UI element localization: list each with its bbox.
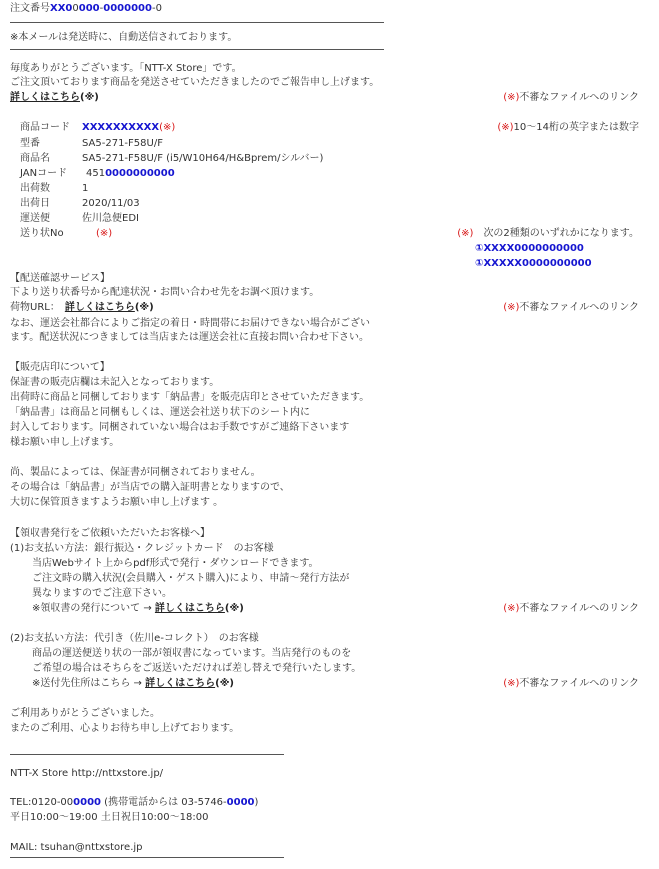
jan-value: 4510000000000 <box>86 168 175 179</box>
footer-store: NTT-X Store http://nttxstore.jp/ <box>10 768 164 779</box>
divider <box>10 49 384 50</box>
suspicious-link-note: (※)不審なファイルへのリンク <box>503 92 639 103</box>
suspicious-link-note: (※)不審なファイルへのリンク <box>503 678 639 689</box>
model-label: 型番 <box>20 138 40 149</box>
detail-link-row <box>10 91 99 104</box>
footer-hours: 平日10:00～19:00 土日祝日10:00～18:00 <box>10 812 209 823</box>
warning-mark: (※) <box>80 92 99 103</box>
receipt-p2-title: (2)お支払い方法：代引き（佐川e-コレクト） のお客様 <box>10 633 259 644</box>
seal-line: 尚、製品によっては、保証書が同梱されておりません。 <box>10 467 261 478</box>
seal-line: 保証書の販売店欄は未記入となっております。 <box>10 377 220 388</box>
greeting-line2: ご注文頂いております商品を発送させていただきましたのでご報告申し上げます。 <box>10 77 380 88</box>
footer-mail: MAIL: tsuhan@nttxstore.jp <box>10 842 143 853</box>
product-code-label: 商品コード <box>20 122 70 133</box>
seal-line: 大切に保管頂きますようお願い申し上げます 。 <box>10 497 224 508</box>
product-code-note: (※)10～14桁の英字または数字 <box>497 122 639 133</box>
receipt-issue-link[interactable]: 詳しくはこちら <box>154 603 225 614</box>
receipt-p1-title: (1)お支払い方法：銀行振込・クレジットカード のお客様 <box>10 543 274 554</box>
receipt-p2-link-row: ※送付先住所はこちら → 詳しくはこちら(※) <box>32 678 234 689</box>
invoice-option-2: ①XXXXX0000000000 <box>475 258 592 269</box>
invoice-option-1: ①XXXX0000000000 <box>475 243 584 254</box>
invoice-label: 送り状No <box>20 228 64 239</box>
delivery-line1: 下より送り状番号から配達状況・お問い合わせ先をお調べ頂けます。 <box>10 287 320 298</box>
order-number: 注文番号XX00000-0000000-0 <box>10 3 162 14</box>
carrier-label: 運送便 <box>20 213 50 224</box>
delivery-line2: なお、運送会社都合によりご指定の着日・時間帯にお届けできない場合がござい <box>10 318 370 329</box>
seal-line: 封入しております。同梱されていない場合はお手数ですがご連絡下さいます <box>10 422 350 433</box>
qty-label: 出荷数 <box>20 183 50 194</box>
receipt-p1-line: 異なりますのでご注意下さい。 <box>32 588 172 599</box>
receipt-p1-line: ご注文時の購入状況(会員購入・ゲスト購入)により、申請～発行方法が <box>32 573 350 584</box>
seal-heading: 【販売店印について】 <box>10 362 110 373</box>
seal-line: その場合は「納品書」が当店での購入証明書となりますので、 <box>10 482 290 493</box>
carrier-value: 佐川急便EDI <box>82 213 139 224</box>
closing-line1: ご利用ありがとうございました。 <box>10 708 160 719</box>
delivery-link[interactable]: 詳しくはこちら <box>64 302 135 313</box>
greeting-line1: 毎度ありがとうございます。「NTT-X Store」です。 <box>10 63 242 74</box>
jan-label: JANコード <box>20 168 68 179</box>
receipt-heading: 【領収書発行をご依頼いただいたお客様へ】 <box>10 528 210 539</box>
receipt-p2-line: 商品の運送便送り状の一部が領収書になっています。当店発行のものを <box>32 648 352 659</box>
product-name-value: SA5-271-F58U/F (i5/W10H64/H&Bprem/シルバー) <box>82 153 324 164</box>
seal-line: 様お願い申し上げます。 <box>10 437 120 448</box>
detail-link[interactable]: 詳しくはこちら <box>10 92 80 103</box>
divider <box>10 857 284 858</box>
product-code-value: XXXXXXXXXX(※) <box>82 122 176 133</box>
delivery-url-row: 荷物URL： 詳しくはこちら(※) <box>10 302 154 313</box>
receipt-p1-line: 当店Webサイト上からpdf形式で発行・ダウンロードできます。 <box>32 558 319 569</box>
auto-notice: ※本メールは発送時に、自動送信されております。 <box>10 32 238 43</box>
delivery-line3: ます。配送状況につきましては当店または運送会社に直接お問い合わせ下さい。 <box>10 332 369 343</box>
seal-line: 「納品書」は商品と同梱もしくは、運送会社送り状下のシート内に <box>10 407 310 418</box>
qty-value: 1 <box>82 183 89 194</box>
invoice-note: (※) 次の2種類のいずれかになります。 <box>457 228 639 239</box>
closing-line2: またのご利用、心よりお待ち申し上げております。 <box>10 723 240 734</box>
ship-date-label: 出荷日 <box>20 198 50 209</box>
delivery-heading: 【配送確認サービス】 <box>10 273 110 284</box>
suspicious-link-note: (※)不審なファイルへのリンク <box>503 603 639 614</box>
invoice-mark: (※) <box>96 228 113 239</box>
divider <box>10 754 284 755</box>
seal-line: 出荷時に商品と同梱しております「納品書」を販売店印とさせていただきます。 <box>10 392 370 403</box>
product-name-label: 商品名 <box>20 153 50 164</box>
footer-tel: TEL:0120-000000 (携帯電話からは 03-5746-0000) <box>10 797 259 808</box>
order-number-label: 注文番号 <box>10 3 50 14</box>
receipt-p1-link-row: ※領収書の発行について → 詳しくはこちら(※) <box>32 603 244 614</box>
receipt-address-link[interactable]: 詳しくはこちら <box>145 678 216 689</box>
receipt-p2-line: ご希望の場合はそちらをご返送いただければ差し替えで発行いたします。 <box>32 663 362 674</box>
divider <box>10 22 384 23</box>
model-value: SA5-271-F58U/F <box>82 138 163 149</box>
suspicious-link-note: (※)不審なファイルへのリンク <box>503 302 639 313</box>
ship-date-value: 2020/11/03 <box>82 198 140 209</box>
